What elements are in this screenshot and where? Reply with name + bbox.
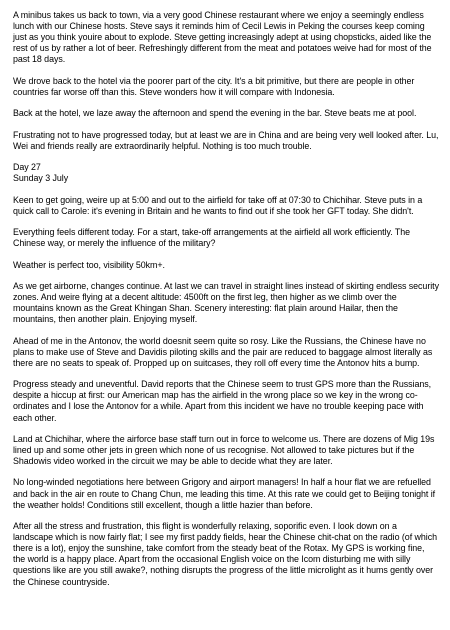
paragraph-chichihar: Land at Chichihar, where the airforce base staff turn out in force to welcome us. There are dozens of Mig 19s lined up and some other jets in green which none of us recognise. Not allowed to take pictures but if the Shadowis video worked in the circuit we may be able to decide what they are later. bbox=[13, 433, 435, 467]
paragraph-everything-different: Everything feels different today. For a start, take-off arrangements at the airfield all work efficiently. The Chinese way, or merely the influence of the military? bbox=[13, 227, 411, 249]
paragraph-drive-back: We drove back to the hotel via the poorer part of the city. It's a bit primitive, but there are people in other countries far worse off than this. Steve wonders how it will compare with Indonesia. bbox=[13, 75, 415, 97]
paragraph-airborne: As we get airborne, changes continue. At last we can travel in straight lines instead of skirting endless security zones. And weire flying at a decent altitude: 4500ft on the first leg, then higher as we climb over the mountains known as the Great Khingan Shan. Scenery interesting: flat plain around Hailar, then the mountains, then another plain. Enjoying myself. bbox=[13, 280, 439, 325]
paragraph-antonov: Ahead of me in the Antonov, the world doesnit seem quite so rosy. Like the Russians, the Chinese have no plans to make use of Steve and Davidis piloting skills and the pair are reduced to baggage almost literally as there are no seats to speak of. Propped up on suitcases, they roll off every time the Antonov hits a bump. bbox=[13, 335, 433, 368]
paragraph-frustrating: Frustrating not to have progressed today, but at least we are in China and are being very well looked after. Lu, Wei and friends really are extraordinarily helpful. Nothing is too much trouble. bbox=[13, 129, 439, 151]
paragraph-weather: Weather is perfect too, visibility 50km+. bbox=[13, 259, 165, 270]
paragraph-lunch: A minibus takes us back to town, via a very good Chinese restaurant where we enjoy a seemingly endless lunch with our Chinese hosts. Steve says it reminds him of Cecil Lewis in Peking the courses keep coming just as you think youire about to explode. Steve getting increasingly adept at using chopsticks, aided like the rest of us by rather a lot of beer. Refreshingly different from the meat and potatoes weive had for most of the past 18 days. bbox=[13, 10, 432, 65]
document-page bbox=[13, 10, 439, 598]
paragraph-keen-to-go: Keen to get going, weire up at 5:00 and out to the airfield for take off at 07:30 to Chichihar. Steve puts in a quick call to Carole: it's evening in Britain and he wants to find out if she took her GFT today. She didn't. bbox=[13, 194, 423, 216]
day-number: Day 27 bbox=[13, 162, 41, 173]
day-date: Sunday 3 July bbox=[13, 173, 69, 184]
paragraph-relaxing-flight: After all the stress and frustration, this flight is wonderfully relaxing, soporific even. I look down on a landscape which is now fairly flat; I see my first paddy fields, hear the Chinese chit-chat on the radio (of which there is a lot), enjoy the sunshine, take comfort from the steady beat of the Rotax. My GPS is working fine, the world is a happy place. Apart from the occasional English voice on the Icom disturbing me with silly questions like are you still awake?, nothing disrupts the progress of the little microlight as it hums gently over the Chinese countryside. bbox=[13, 521, 437, 587]
paragraph-negotiations: No long-winded negotiations here between Grigory and airport managers! In half a hour flat we are refuelled and back in the air en route to Chang Chun, me leading this time. At this rate we could get to Beijing tonight if the weather holds! Conditions still excellent, though a little hazier than before. bbox=[13, 477, 436, 510]
day-heading bbox=[13, 162, 439, 184]
paragraph-hotel-evening: Back at the hotel, we laze away the afternoon and spend the evening in the bar. Steve beats me at pool. bbox=[13, 108, 417, 119]
paragraph-progress: Progress steady and uneventful. David reports that the Chinese seem to trust GPS more than the Russians, despite a hiccup at first: our American map has the airfield in the wrong place so we key in the wrong co-ordinates and I lose the Antonov for a while. Apart from this incident we have no trouble keeping pace with each other. bbox=[13, 379, 432, 423]
